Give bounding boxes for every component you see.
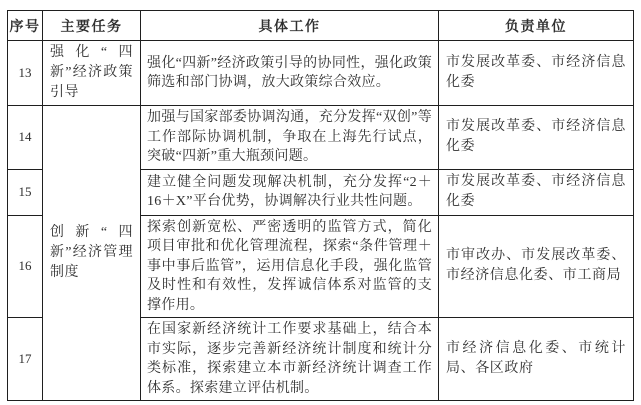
cell-work: 强化“四新”经济政策引导的协同性，强化政策筛选和部门协调，放大政策综合效应。: [141, 41, 439, 106]
table-row-14: [8, 106, 634, 170]
table-row-13: [8, 41, 634, 106]
cell-task-merged: 创新“四新”经济管理制度: [43, 106, 141, 401]
cell-no: 14: [8, 106, 43, 170]
cell-work: 在国家新经济统计工作要求基础上，结合本市实际，逐步完善新经济统计制度和统计分类标准，探索建立本市新经济统计调查工作体系。探索建立评估机制。: [141, 318, 439, 401]
cell-work: 探索创新宽松、严密透明的监管方式，简化项目审批和优化管理流程，探索“条件管理＋事中事后监管”，运用信息化手段，强化监管及时性和有效性，发挥诚信体系对监管的支撑作用。: [141, 215, 439, 318]
cell-unit: 市审改办、市发展改革委、市经济信息化委、市工商局: [439, 215, 634, 318]
cell-unit: 市发展改革委、市经济信息化委: [439, 106, 634, 170]
cell-unit: 市经济信息化委、市统计局、各区政府: [439, 318, 634, 401]
col-header-unit: 负责单位: [439, 11, 634, 41]
col-header-work: 具体工作: [141, 11, 439, 41]
cell-no: 13: [8, 41, 43, 106]
cell-work: 加强与国家部委协调沟通，充分发挥“双创”等工作部际协调机制，争取在上海先行试点，突破“四新”重大瓶颈问题。: [141, 106, 439, 170]
cell-no: 17: [8, 318, 43, 401]
cell-task: 强化“四新”经济政策引导: [43, 41, 141, 106]
task-table: [7, 10, 634, 401]
cell-no: 15: [8, 169, 43, 215]
cell-unit: 市发展改革委、市经济信息化委: [439, 169, 634, 215]
col-header-no: 序号: [8, 11, 43, 41]
table-header-row: [8, 11, 634, 41]
cell-no: 16: [8, 215, 43, 318]
cell-unit: 市发展改革委、市经济信息化委: [439, 41, 634, 106]
cell-work: 建立健全问题发现解决机制，充分发挥“2＋16＋X”平台优势，协调解决行业共性问题。: [141, 169, 439, 215]
col-header-task: 主要任务: [43, 11, 141, 41]
